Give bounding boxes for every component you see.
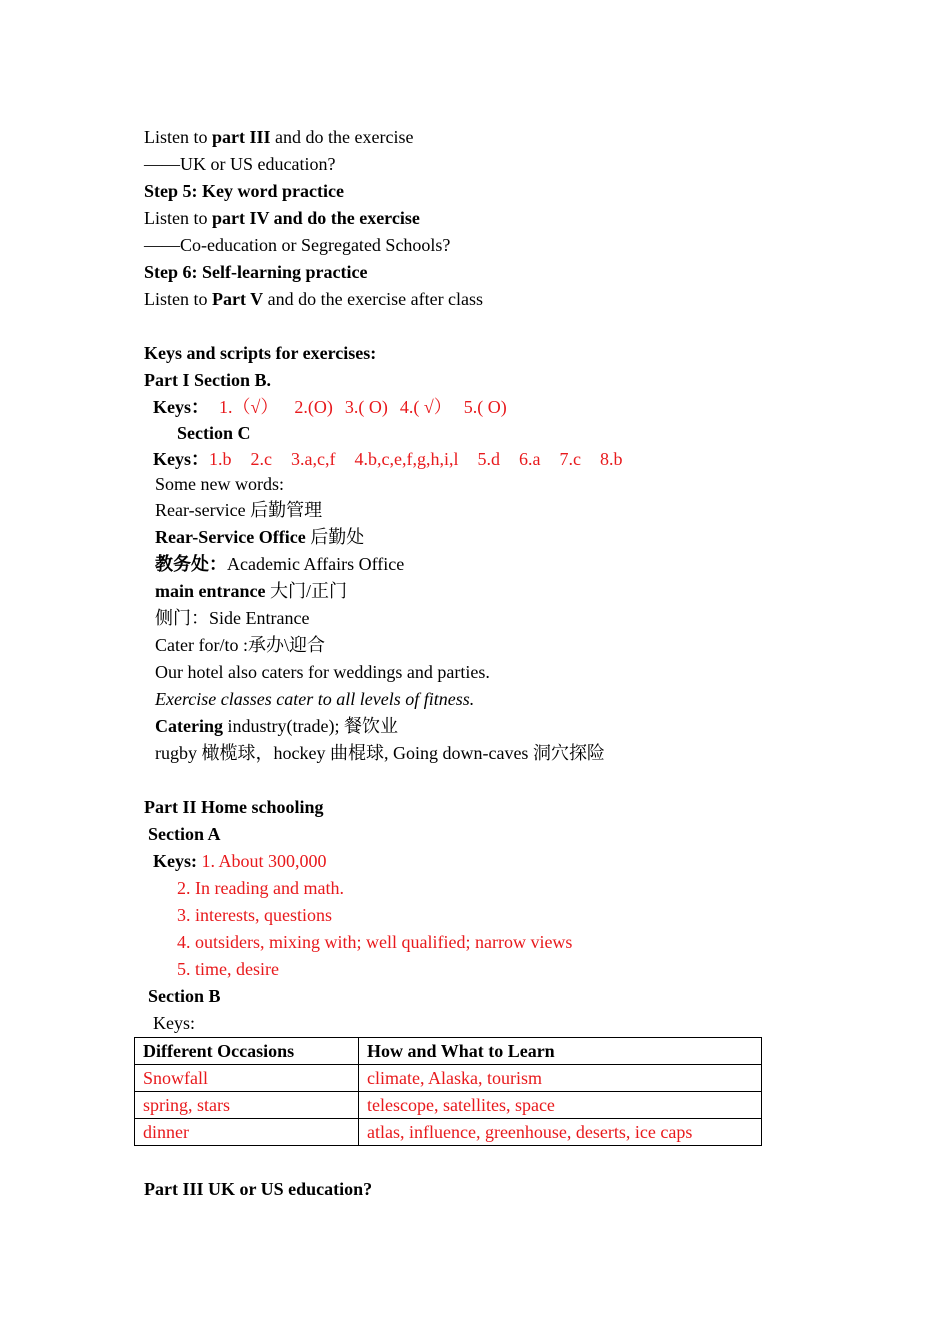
word-sports: rugby 橄榄球，hockey 曲棍球, Going down-caves 洞穴探险 — [155, 743, 605, 763]
key-a-1: 1. About 300,000 — [201, 851, 327, 871]
example-hotel: Our hotel also caters for weddings and parties. — [155, 662, 490, 682]
key-b-5: 5.( O) — [463, 397, 507, 417]
new-words-heading: Some new words: — [155, 474, 284, 494]
key-b-4: 4.( √） — [399, 397, 452, 417]
step5-heading: Step 5: Key word practice — [144, 181, 344, 201]
table-cell: telescope, satellites, space — [359, 1092, 762, 1119]
step6-heading: Step 6: Self-learning practice — [144, 262, 368, 282]
table-cell: spring, stars — [135, 1092, 359, 1119]
table-row — [135, 1065, 762, 1092]
key-c-7: 7.c — [559, 449, 581, 469]
table-header-cell: How and What to Learn — [359, 1038, 762, 1065]
table-cell: atlas, influence, greenhouse, deserts, ice caps — [359, 1119, 762, 1146]
part1-heading: Part I Section B. — [144, 370, 271, 390]
word-main-entrance: main entrance 大门/正门 — [155, 581, 347, 601]
word-rear-service-office: Rear-Service Office 后勤处 — [155, 527, 365, 547]
keys-table — [134, 1037, 762, 1146]
key-c-6: 6.a — [518, 449, 541, 469]
table-header-cell: Different Occasions — [135, 1038, 359, 1065]
keys-section-a: Keys: 1. About 300,000 — [153, 851, 327, 871]
word-side-entrance: 侧门：Side Entrance — [155, 608, 310, 628]
keys-label-section-b: Keys: — [153, 1013, 195, 1033]
key-b-2: 2.(O) — [294, 397, 333, 417]
table-header-row — [135, 1038, 762, 1065]
table-cell: dinner — [135, 1119, 359, 1146]
key-c-3: 3.a,c,f — [291, 449, 336, 469]
instruction-part3: Listen to part III and do the exercise — [144, 127, 414, 147]
word-catering: Catering industry(trade); 餐饮业 — [155, 716, 398, 736]
key-c-8: 8.b — [599, 449, 623, 469]
key-c-5: 5.d — [477, 449, 500, 469]
table-cell: Snowfall — [135, 1065, 359, 1092]
word-academic-affairs: 教务处：Academic Affairs Office — [155, 554, 405, 574]
keys-scripts-heading: Keys and scripts for exercises: — [144, 343, 377, 363]
instruction-part4: Listen to part IV and do the exercise — [144, 208, 420, 228]
key-b-1: 1.（√） — [219, 397, 279, 417]
word-rear-service: Rear-service 后勤管理 — [155, 500, 323, 520]
section-b-heading: Section B — [148, 986, 221, 1006]
key-c-1: 1.b — [209, 449, 232, 469]
key-c-2: 2.c — [250, 449, 272, 469]
instruction-part5: Listen to Part V and do the exercise after class — [144, 289, 484, 309]
section-a-heading: Section A — [148, 824, 221, 844]
subtitle-uk-us: ——UK or US education? — [144, 154, 336, 174]
part3-heading: Part III UK or US education? — [144, 1179, 373, 1199]
subtitle-coeducation: ——Co-education or Segregated Schools? — [144, 235, 451, 255]
section-c-heading: Section C — [177, 423, 251, 443]
key-a-3: 3. interests, questions — [177, 905, 332, 925]
key-c-4: 4.b,c,e,f,g,h,i,l — [354, 449, 459, 469]
table-cell: climate, Alaska, tourism — [359, 1065, 762, 1092]
keys-section-b: Keys： 1.（√） 2.(O) 3.( O) 4.( √） 5.( O) — [153, 397, 507, 417]
part2-heading: Part II Home schooling — [144, 797, 324, 817]
table-row — [135, 1092, 762, 1119]
key-a-5: 5. time, desire — [177, 959, 279, 979]
key-a-2: 2. In reading and math. — [177, 878, 344, 898]
word-cater: Cater for/to :承办\迎合 — [155, 635, 325, 655]
key-b-3: 3.( O) — [344, 397, 388, 417]
table-row — [135, 1119, 762, 1146]
key-a-4: 4. outsiders, mixing with; well qualified; narrow views — [177, 932, 573, 952]
example-exercise: Exercise classes cater to all levels of fitness. — [155, 689, 475, 709]
keys-section-c: Keys：1.b 2.c 3.a,c,f 4.b,c,e,f,g,h,i,l 5.d 6.a 7.c 8.b — [153, 449, 623, 469]
